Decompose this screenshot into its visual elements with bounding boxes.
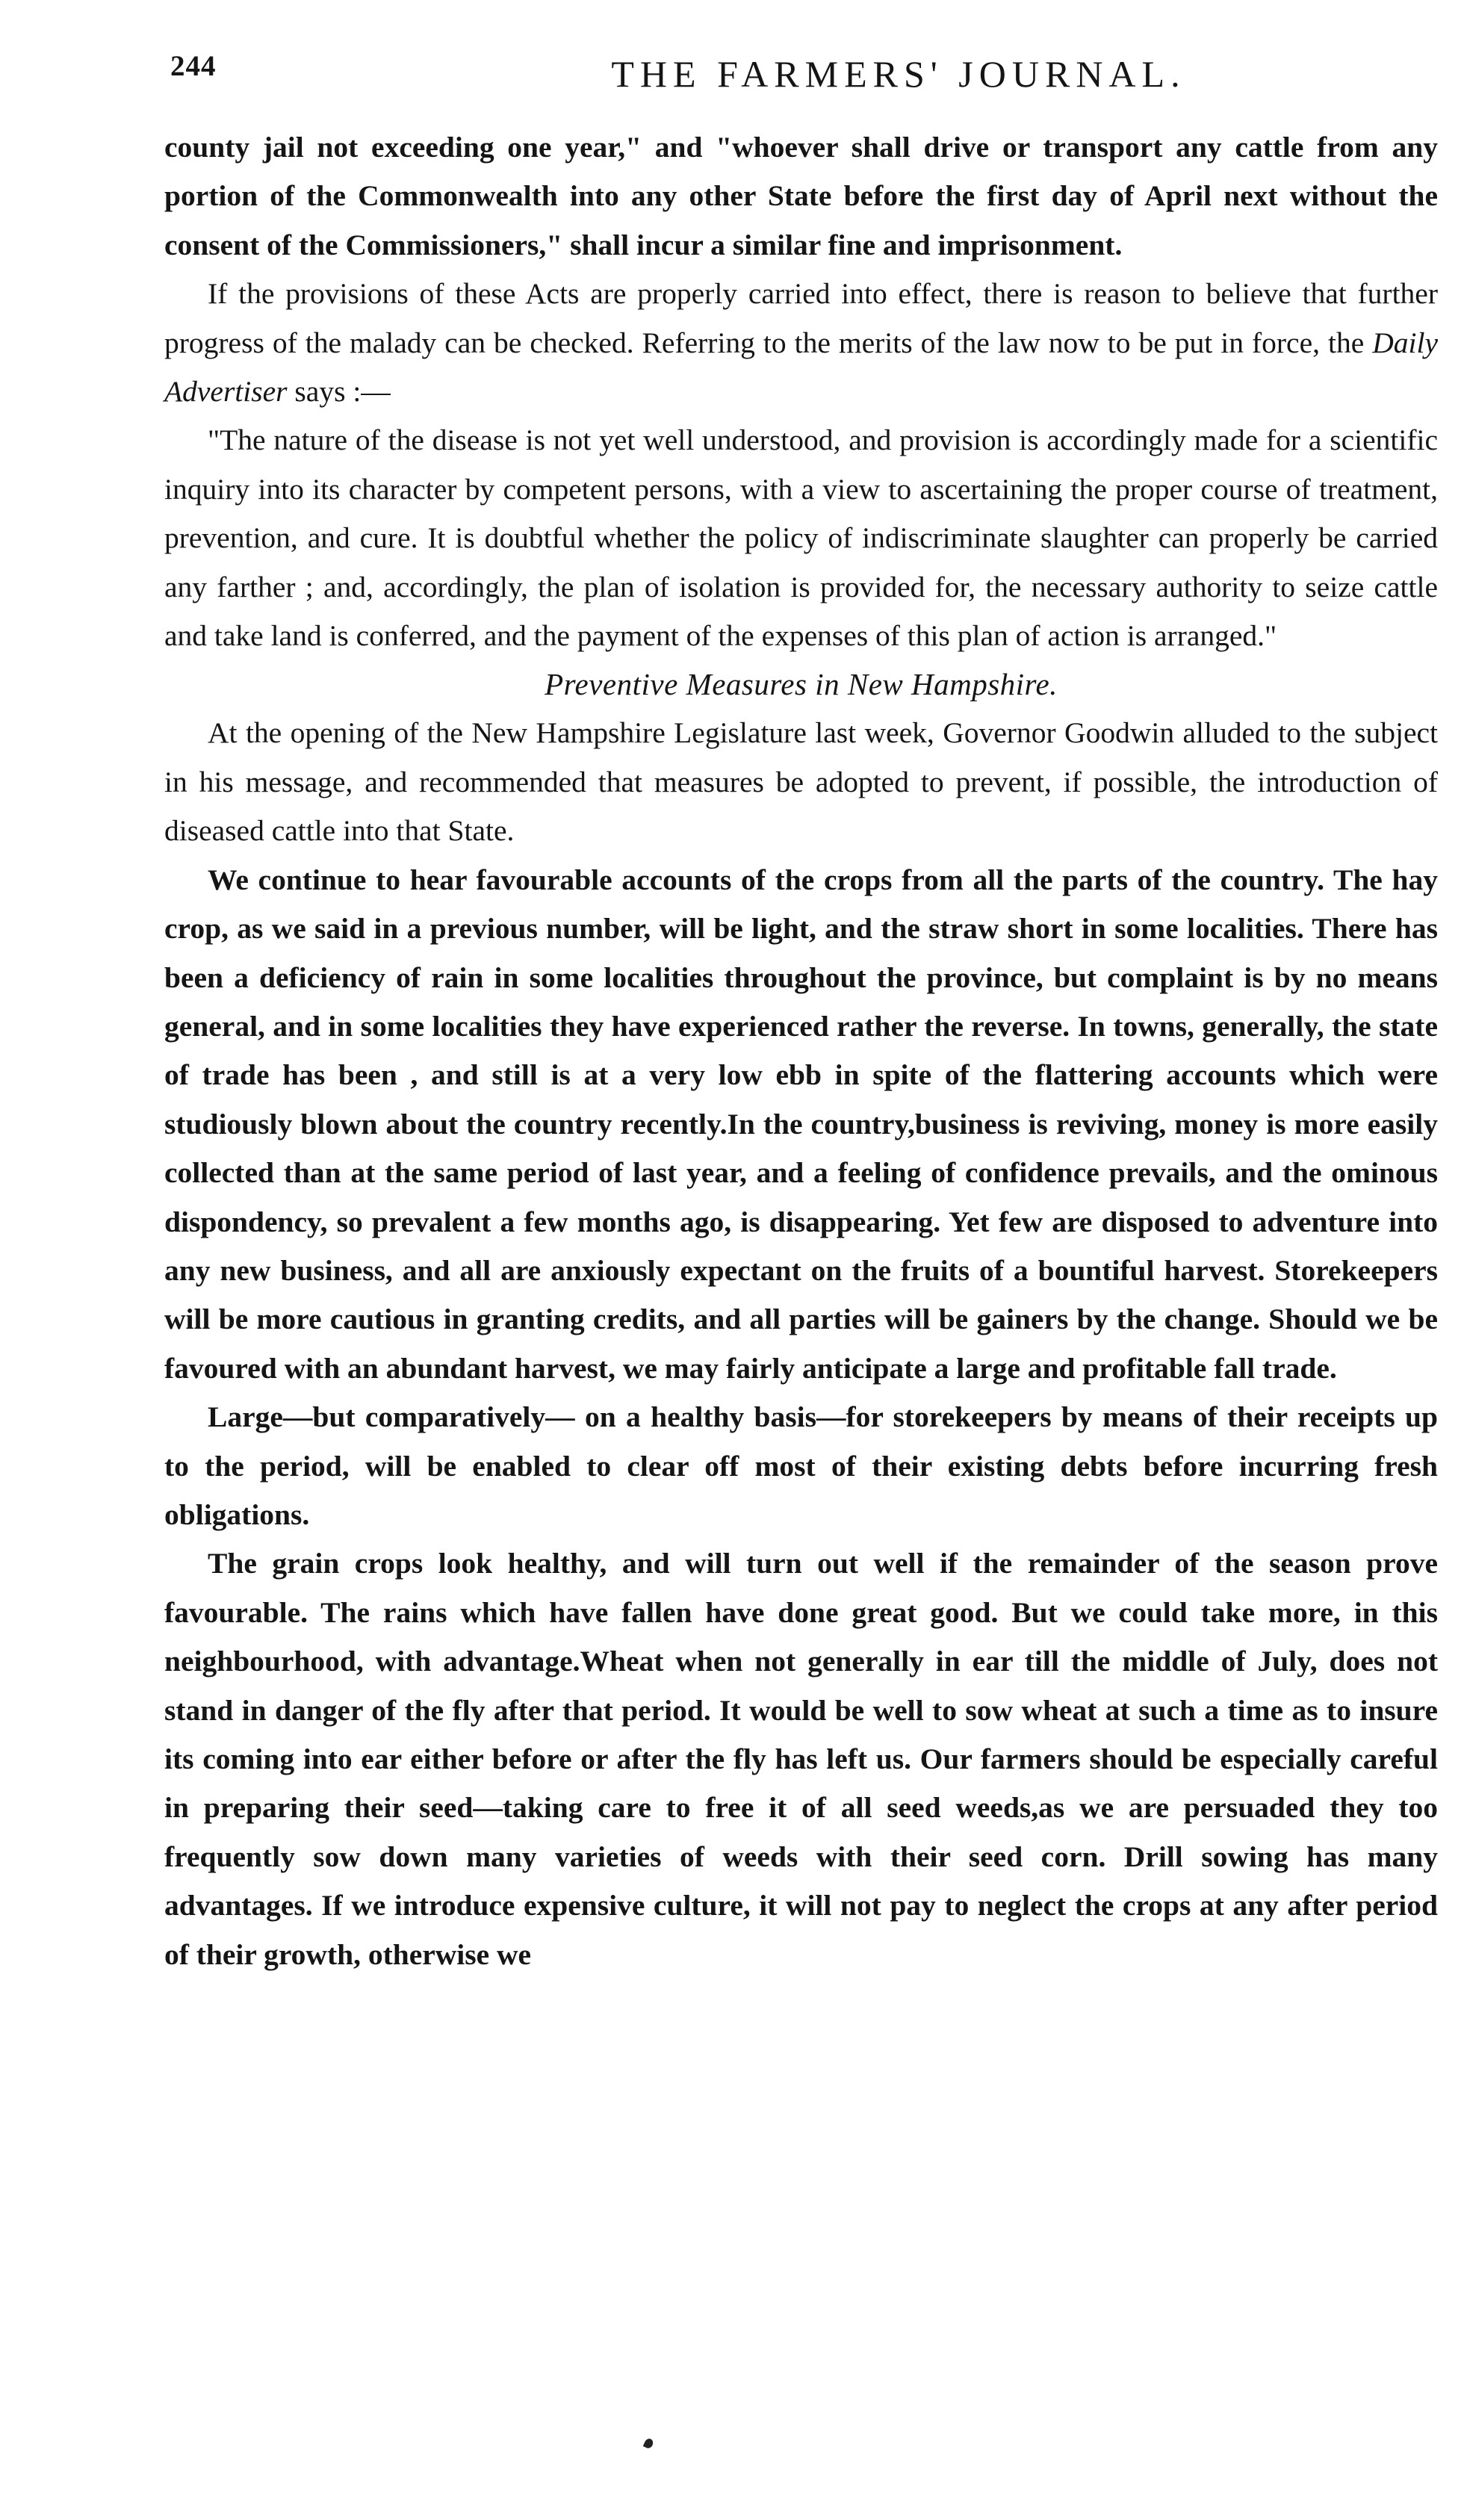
paragraph-provisions <box>164 270 1438 416</box>
paragraph-crops: We continue to hear favourable accounts of the crops from all the parts of the country. The hay crop, as we said in a previous number, will be light, and the straw short in some localities. There has been a deficiency of rain in some localities throughout the province, but complaint is by no means general, and in some localities they have experienced rather the reverse. In towns, generally, the state of trade has been , and still is at a very low ebb in spite of the flattering accounts which were studiously blown about the country recently.In the country,business is reviving, money is more easily collected than at the same period of last year, and a feeling of confidence prevails, and the ominous dispondency, so prevalent a few months ago, is disappearing. Yet few are disposed to adventure into any new business, and all are anxiously expectant on the fruits of a bountiful harvest. Storekeepers will be more cautious in granting credits, and all parties will be gainers by the change. Should we be favoured with an abundant harvest, we may fairly anticipate a large and profitable fall trade. <box>164 863 1438 1385</box>
page-header <box>170 49 1440 102</box>
running-title: THE FARMERS' JOURNAL. <box>611 53 1186 95</box>
newspaper-title: Daily Advertiser <box>164 326 1438 409</box>
section-heading: Preventive Measures in New Hampshire. <box>545 667 1058 702</box>
paragraph-provisions-text: If the provisions of these Acts are properly carried into effect, there is reason to believe that further progress of the malady can be checked. Referring to the merits of the law now to be put in force, the <box>164 277 1438 359</box>
paragraph-grain-crops: The grain crops look healthy, and will turn out well if the remainder of the season prove favourable. The rains which have fallen have done great good. But we could take more, in this neighbourhood, with advantage.Wheat when not generally in ear till the middle of July, does not stand in danger of the fly after that period. It would be well to sow wheat at such a time as to insure its coming into ear either before or after the fly has left us. Our farmers should be especially careful in preparing their seed—taking care to free it of all seed weeds,as we are persuaded they too frequently sow down many varieties of weeds with their seed corn. Drill sowing has many advantages. If we introduce expensive culture, it will not pay to neglect the crops at any after period of their growth, otherwise we <box>164 1547 1438 1971</box>
paragraph-continued: county jail not exceeding one year," and "whoever shall drive or transport any cattle from any portion of the Commonwealth into any other State before the first day of April next without the consent of the Commissioners," shall incur a similar fine and imprisonment. <box>164 131 1438 261</box>
paragraph-storekeepers: Large—but comparatively— on a healthy basis—for storekeepers by means of their receipts up to the period, will be enabled to clear off most of their existing debts before incurring fresh obligations. <box>164 1400 1438 1531</box>
paragraph-provisions-tail: says :— <box>294 375 391 409</box>
article-body <box>164 123 1438 1979</box>
page-number: 244 <box>170 50 217 82</box>
quoted-passage: "The nature of the disease is not yet well understood, and provision is accordingly made for a scientific inquiry into its character by competent persons, with a view to ascertaining the proper course of treatment, prevention, and cure. It is doubtful whether the policy of indiscriminate slaughter can properly be carried any farther ; and, accordingly, the plan of isolation is provided for, the necessary authority to seize cattle and take land is conferred, and the payment of the expenses of this plan of action is arranged." <box>164 423 1438 653</box>
ink-speck <box>643 2437 654 2449</box>
paragraph-new-hampshire: At the opening of the New Hampshire Legislature last week, Governor Goodwin alluded to the subject in his message, and recommended that measures be adopted to prevent, if possible, the introduction of diseased cattle into that State. <box>164 716 1438 848</box>
